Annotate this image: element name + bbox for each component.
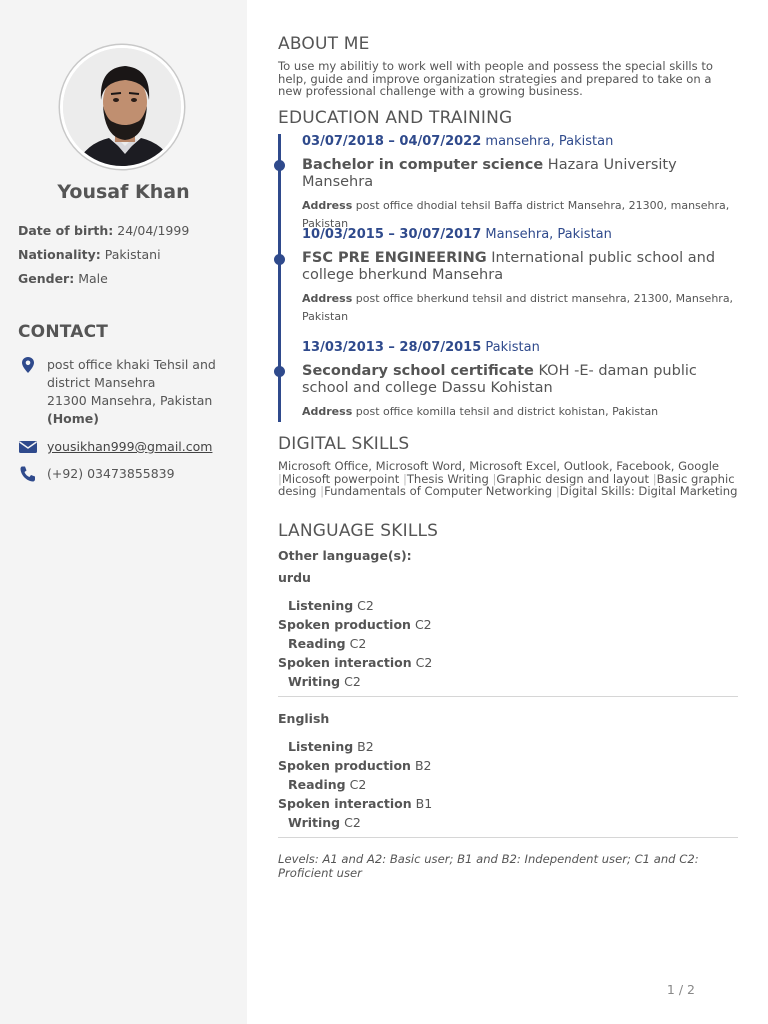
other-languages-label: Other language(s): bbox=[278, 548, 412, 563]
address-type: (Home) bbox=[47, 411, 99, 426]
skill-level: B2 bbox=[357, 739, 374, 754]
skill-separator: | bbox=[320, 484, 325, 498]
skill-level: C2 bbox=[415, 655, 433, 670]
skill-reading bbox=[288, 636, 366, 651]
education-item bbox=[302, 340, 742, 421]
skill-listening bbox=[288, 598, 374, 613]
education-address-label: Address bbox=[302, 199, 353, 212]
phone-text: (+92) 03473855839 bbox=[47, 466, 175, 481]
dob-row bbox=[18, 223, 189, 238]
contact-address bbox=[18, 356, 233, 428]
skill-label: Spoken interaction bbox=[278, 655, 412, 670]
divider bbox=[278, 696, 738, 697]
education-institution: KOH -E- daman public school and college Dassu Kohistan bbox=[302, 363, 697, 396]
dob-label: Date of birth: bbox=[18, 223, 114, 238]
education-timeline bbox=[278, 134, 281, 422]
education-address: post office komilla tehsil and district kohistan, Pakistan bbox=[355, 405, 659, 418]
skill-label: Writing bbox=[288, 815, 341, 830]
education-item bbox=[302, 134, 742, 233]
education-location: Pakistan bbox=[485, 340, 540, 355]
skill-label: Reading bbox=[288, 636, 346, 651]
skill-separator: | bbox=[492, 471, 497, 486]
timeline-dot bbox=[274, 254, 285, 265]
address-line2: 21300 Mansehra, Pakistan bbox=[47, 393, 213, 408]
digital-skill: Thesis Writing bbox=[406, 471, 489, 486]
education-dates-row bbox=[302, 227, 742, 242]
nationality-label: Nationality: bbox=[18, 247, 101, 262]
email-link[interactable]: yousikhan999@gmail.com bbox=[47, 439, 213, 454]
education-title: Secondary school certificate bbox=[302, 363, 534, 379]
skill-level: C2 bbox=[349, 636, 367, 651]
phone-icon bbox=[18, 465, 38, 483]
nationality-value: Pakistani bbox=[104, 247, 161, 262]
skill-separator: | bbox=[555, 484, 560, 498]
divider bbox=[278, 837, 738, 838]
timeline-dot bbox=[274, 366, 285, 377]
education-address: post office bherkund tehsil and district mansehra, 21300, Mansehra, Pakistan bbox=[302, 292, 734, 323]
skill-level: B2 bbox=[414, 758, 432, 773]
digital-skill: Graphic design and layout bbox=[496, 471, 650, 486]
skill-reading bbox=[288, 777, 366, 792]
skill-level: C2 bbox=[344, 815, 361, 830]
language-name: English bbox=[278, 711, 330, 726]
digital-skill: Fundamentals of Computer Networking bbox=[324, 484, 553, 498]
digital-skill: Digital Skills: Digital Marketing bbox=[559, 484, 738, 498]
skill-label: Listening bbox=[288, 739, 354, 754]
education-title: Bachelor in computer science bbox=[302, 157, 544, 173]
education-dates-row bbox=[302, 134, 742, 149]
education-dates: 10/03/2015 – 30/07/2017 bbox=[302, 227, 482, 242]
skill-label: Spoken production bbox=[278, 617, 411, 632]
language-heading: LANGUAGE SKILLS bbox=[278, 521, 439, 541]
education-address-row bbox=[302, 403, 742, 421]
contact-heading: CONTACT bbox=[18, 322, 109, 342]
dob-value: 24/04/1999 bbox=[117, 223, 190, 238]
education-address-label: Address bbox=[302, 292, 353, 305]
skill-spoken-production bbox=[278, 758, 431, 773]
education-location: Mansehra, Pakistan bbox=[485, 227, 612, 242]
education-address-row bbox=[302, 290, 742, 326]
profile-name: Yousaf Khan bbox=[57, 181, 190, 203]
contact-phone bbox=[18, 465, 233, 483]
skill-level: C2 bbox=[344, 674, 361, 689]
skill-separator: | bbox=[278, 471, 282, 486]
skill-label: Writing bbox=[288, 674, 341, 689]
location-pin-icon bbox=[18, 356, 38, 374]
skill-separator: | bbox=[652, 471, 657, 486]
education-dates-row bbox=[302, 340, 742, 355]
skill-listening bbox=[288, 739, 374, 754]
address-text bbox=[47, 356, 237, 428]
education-title-row bbox=[302, 250, 742, 284]
skill-label: Spoken production bbox=[278, 758, 411, 773]
contact-email[interactable] bbox=[18, 438, 233, 456]
profile-photo bbox=[60, 45, 184, 169]
education-address: post office dhodial tehsil Baffa district Mansehra, 21300, mansehra, Pakistan bbox=[302, 199, 730, 230]
skill-writing bbox=[288, 674, 361, 689]
skill-spoken-production bbox=[278, 617, 432, 632]
skill-separator: | bbox=[402, 471, 407, 486]
skill-level: C2 bbox=[349, 777, 367, 792]
digital-skill: Basic graphic desing bbox=[278, 471, 735, 498]
about-heading: ABOUT ME bbox=[278, 34, 370, 54]
envelope-icon bbox=[18, 438, 38, 456]
skill-spoken-interaction bbox=[278, 655, 432, 670]
skill-level: C2 bbox=[357, 598, 374, 613]
levels-note: Levels: A1 and A2: Basic user; B1 and B2: Independent user; C1 and C2: Proficient user bbox=[278, 852, 699, 880]
education-dates: 13/03/2013 – 28/07/2015 bbox=[302, 340, 482, 355]
education-title-row bbox=[302, 157, 742, 191]
education-institution: Hazara University Mansehra bbox=[302, 157, 677, 190]
education-location: mansehra, Pakistan bbox=[485, 134, 614, 149]
page-number: 1 / 2 bbox=[666, 982, 695, 997]
skill-label: Reading bbox=[288, 777, 346, 792]
skill-label: Listening bbox=[288, 598, 354, 613]
skill-label: Spoken interaction bbox=[278, 796, 412, 811]
education-title: FSC PRE ENGINEERING bbox=[302, 250, 487, 266]
education-dates: 03/07/2018 – 04/07/2022 bbox=[302, 134, 482, 149]
education-item bbox=[302, 227, 742, 326]
nationality-row bbox=[18, 247, 161, 262]
address-line1: post office khaki Tehsil and district Mansehra bbox=[47, 357, 216, 390]
education-institution: International public school and college bherkund Mansehra bbox=[302, 250, 716, 283]
digital-skill: Microsoft Office, Microsoft Word, Microsoft Excel, Outlook, Facebook, Google bbox=[278, 459, 720, 473]
digital-skill: Micosoft powerpoint bbox=[281, 471, 400, 486]
skill-level: B1 bbox=[415, 796, 433, 811]
digital-heading: DIGITAL SKILLS bbox=[278, 434, 410, 454]
sidebar bbox=[0, 0, 247, 1024]
language-name: urdu bbox=[278, 570, 311, 585]
skill-level: C2 bbox=[414, 617, 432, 632]
digital-skills-list bbox=[278, 460, 738, 498]
skill-writing bbox=[288, 815, 361, 830]
skill-spoken-interaction bbox=[278, 796, 432, 811]
email-link-wrap bbox=[47, 438, 237, 456]
education-address-label: Address bbox=[302, 405, 353, 418]
gender-row bbox=[18, 271, 108, 286]
gender-value: Male bbox=[78, 271, 108, 286]
gender-label: Gender: bbox=[18, 271, 75, 286]
education-title-row bbox=[302, 363, 742, 397]
timeline-dot bbox=[274, 160, 285, 171]
education-heading: EDUCATION AND TRAINING bbox=[278, 108, 513, 128]
about-text: To use my abilitiy to work well with people and possess the special skills to help, guide and improve organization strategies and prepared to take on a new professional challenge with a growing business. bbox=[278, 59, 714, 98]
